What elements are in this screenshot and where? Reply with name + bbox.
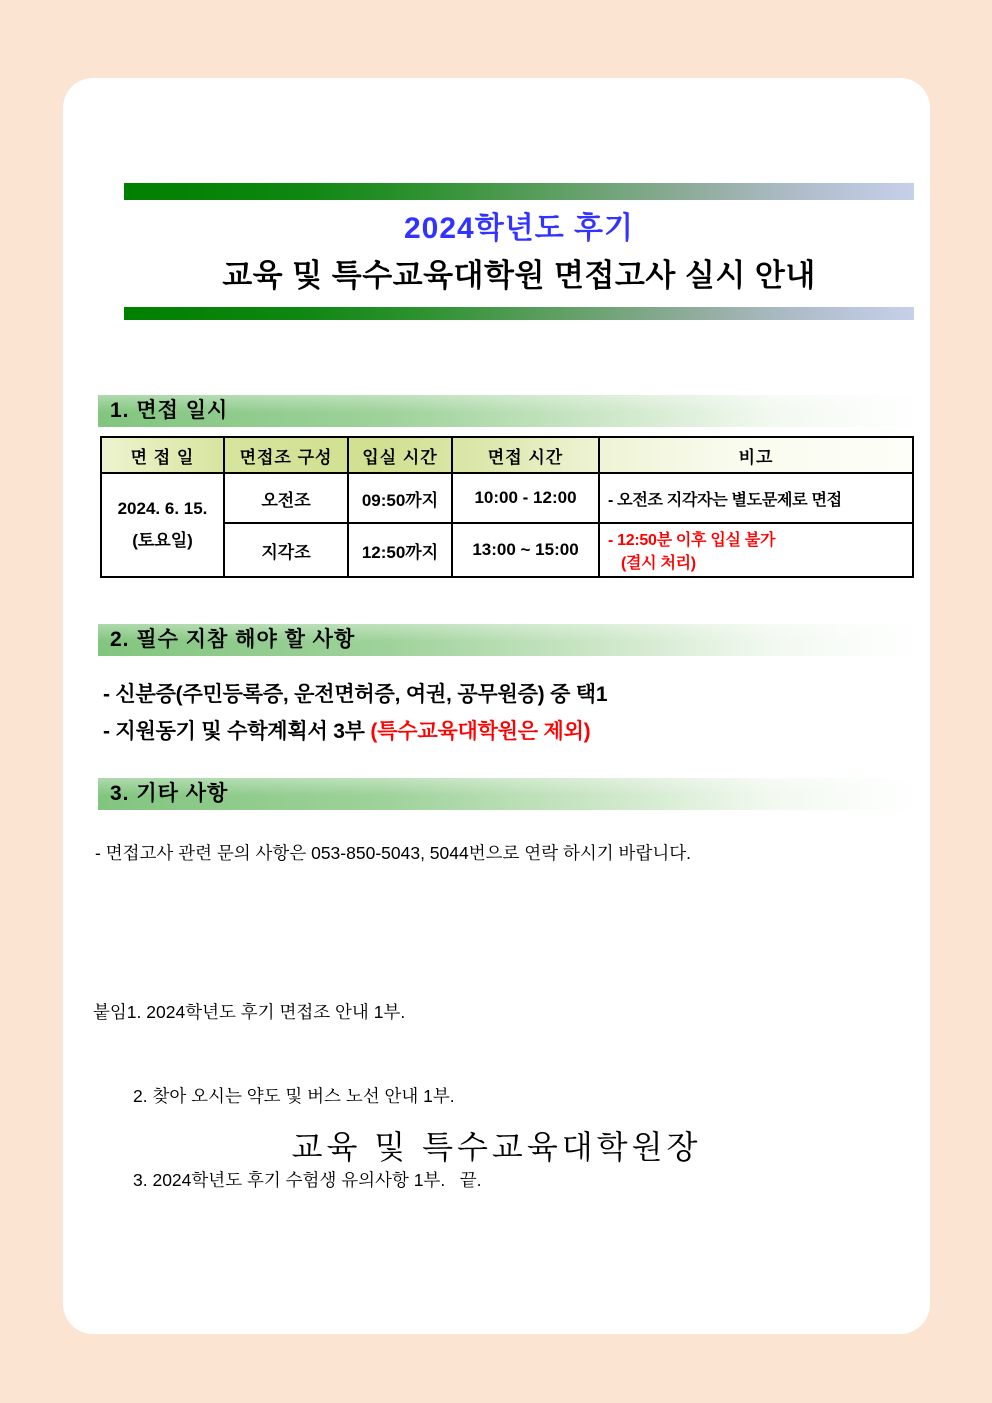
interview-schedule-table [100, 436, 914, 578]
interview-date-line2: (토요일) [132, 531, 193, 550]
col-header-remark: 비고 [599, 437, 913, 473]
cell-remark-morning: - 오전조 지각자는 별도문제로 면접 [599, 473, 913, 523]
attachment-line-3: 3. 2024학년도 후기 수험생 유의사항 1부. 끝. [133, 1170, 482, 1190]
cell-entry-latecomer: 12:50까지 [348, 523, 452, 577]
col-header-group: 면접조 구성 [224, 437, 348, 473]
cell-time-latecomer: 13:00 ~ 15:00 [452, 523, 599, 577]
cell-group-morning: 오전조 [224, 473, 348, 523]
interview-date-line1: 2024. 6. 15. [117, 498, 208, 518]
signature-dean: 교육 및 특수교육대학원장 [291, 1129, 702, 1165]
cell-remark-latecomer [599, 523, 913, 577]
table-header-row [101, 437, 913, 473]
remark-latecomer-line2: (결시 처리) [621, 555, 696, 572]
col-header-entry-time: 입실 시간 [348, 437, 452, 473]
attachments-list [93, 942, 913, 1250]
attachment-line-2: 2. 찾아 오시는 약도 및 버스 노선 안내 1부. [133, 1086, 455, 1106]
cell-group-latecomer: 지각조 [224, 523, 348, 577]
banner-title-line2: 교육 및 특수교육대학원 면접고사 실시 안내 [222, 258, 816, 293]
must-bring-item-documents [103, 713, 915, 750]
banner-bottom-gradient-bar [124, 307, 914, 320]
must-bring-item2-black: - 지원동기 및 수학계획서 3부 [103, 720, 371, 743]
must-bring-item2-red: (특수교육대학원은 제외) [370, 720, 591, 743]
table-row-morning [101, 473, 913, 523]
must-bring-list [103, 676, 915, 750]
col-header-interview-date: 면 접 일 [101, 437, 224, 473]
cell-time-morning: 10:00 - 12:00 [452, 473, 599, 523]
remark-latecomer-line1: - 12:50분 이후 입실 불가 [608, 532, 776, 549]
attachment-line-1: 붙임1. 2024학년도 후기 면접조 안내 1부. [93, 1002, 406, 1022]
banner-title-line1: 2024학년도 후기 [404, 212, 634, 245]
section1-heading: 1. 면접 일시 [98, 395, 920, 427]
section2-heading: 2. 필수 지참 해야 할 사항 [98, 624, 920, 656]
cell-interview-date [101, 473, 224, 577]
must-bring-item-id: - 신분증(주민등록증, 운전면허증, 여권, 공무원증) 중 택1 [103, 683, 608, 706]
section3-heading: 3. 기타 사항 [98, 778, 920, 810]
document-card [63, 78, 930, 1334]
cell-entry-morning: 09:50까지 [348, 473, 452, 523]
col-header-interview-time: 면접 시간 [452, 437, 599, 473]
contact-info-line: - 면접고사 관련 문의 사항은 053-850-5043, 5044번으로 연락 하시기 바랍니다. [95, 843, 692, 863]
banner-top-gradient-bar [124, 183, 914, 200]
